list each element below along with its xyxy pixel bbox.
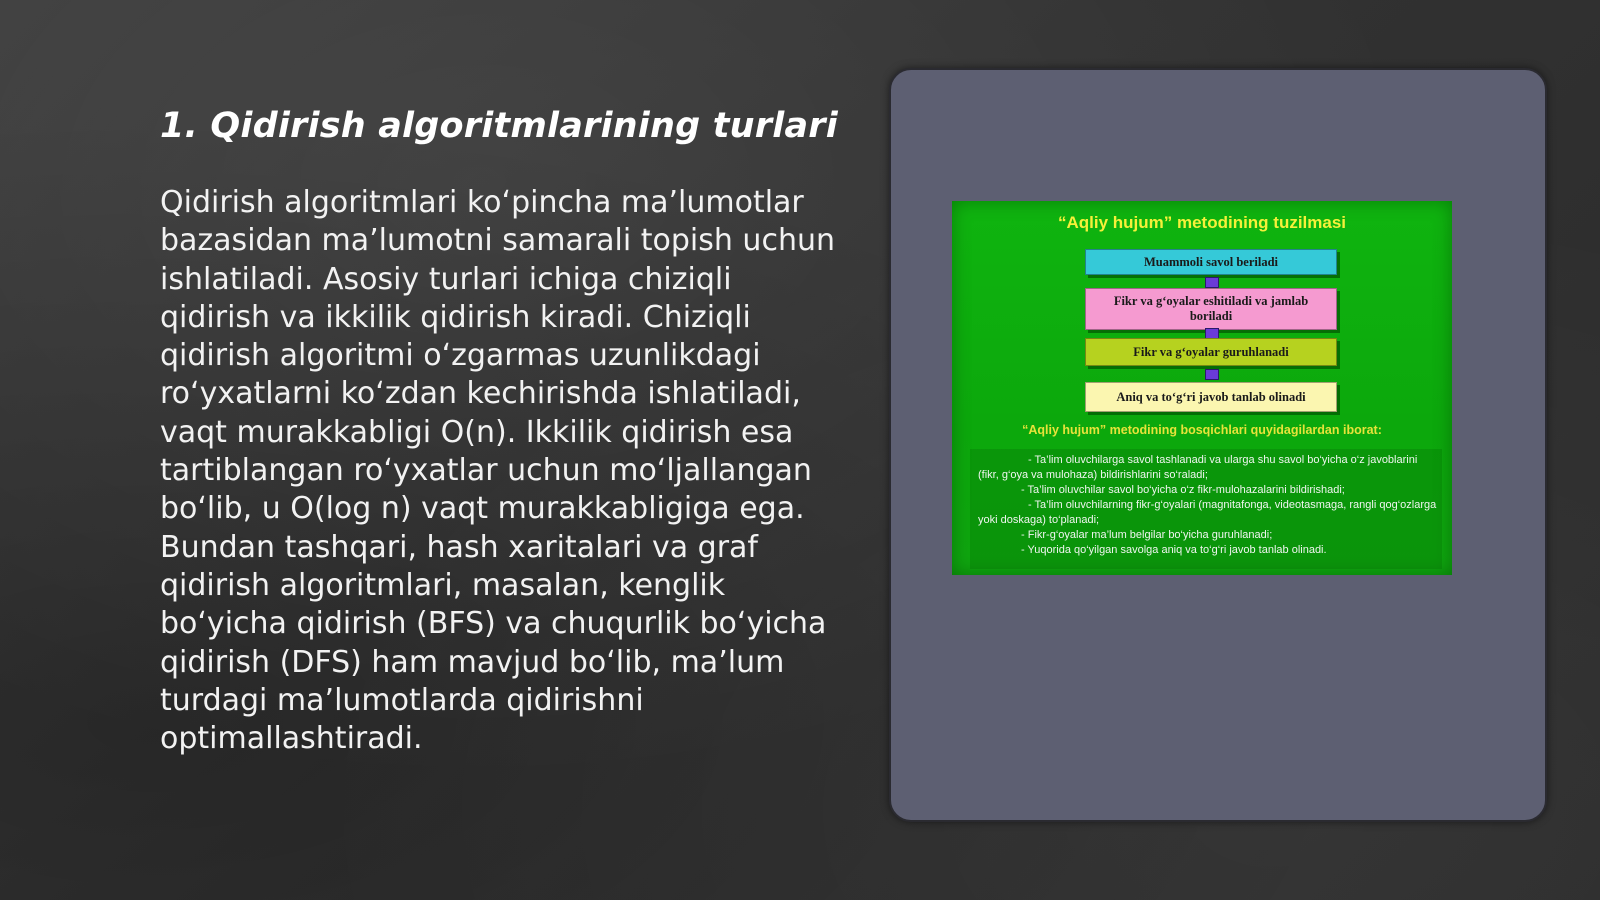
brainstorm-diagram-image (952, 201, 1452, 575)
arrow-down-icon (1205, 369, 1219, 380)
slide-body-text: Qidirish algoritmlari ko‘pincha ma’lumotlar bazasidan ma’lumotni samarali topish uchun ishlatiladi. Asosiy turlari ichiga chiziqli qidirish va ikkilik qidirish kiradi. Chiziqli qidirish algoritmi o‘zgarmas uzunlikdagi ro‘yxatlarni ko‘zdan kechirishda ishlatiladi, vaqt murakkabligi O(n). Ikkilik qidirish esa tartiblangan ro‘yxatlar uchun mo‘ljallangan bo‘lib, u O(log n) vaqt murakkabligiga ega. Bundan tashqari, hash xaritalari va graf qidirish algoritmlari, masalan, kenglik bo‘yicha qidirish (BFS) va chuqurlik bo‘yicha qidirish (DFS) ham mavjud bo‘lib, ma’lum turdagi ma’lumotlarda qidirishni optimallashtiradi. (160, 185, 835, 757)
slide-title: 1. Qidirish algoritmlarining turlari (160, 106, 838, 146)
diagram-title: “Aqliy hujum” metodining tuzilmasi (1057, 213, 1347, 232)
diagram-step-1: Muammoli savol beriladi (1085, 249, 1337, 275)
diagram-note: - Ta’lim oluvchilar savol bo‘yicha o‘z fikr-mulohazalarini bildirishadi; (1021, 484, 1345, 496)
arrow-down-icon (1205, 277, 1219, 288)
diagram-step-4: Aniq va to‘g‘ri javob tanlab olinadi (1085, 382, 1337, 412)
diagram-step-2: Fikr va g‘oyalar eshitiladi va jamlab boriladi (1085, 288, 1337, 330)
image-frame (889, 68, 1547, 822)
diagram-subtitle: “Aqliy hujum” metodining bosqichlari quyidagilardan iborat: (1022, 423, 1382, 437)
diagram-note: - Fikr-g‘oyalar ma’lum belgilar bo‘yicha guruhlanadi; (1021, 529, 1273, 541)
diagram-step-3: Fikr va g‘oyalar guruhlanadi (1085, 338, 1337, 366)
diagram-notes-list (978, 453, 1440, 558)
diagram-note: - Ta’lim oluvchilarning fikr-g‘oyalari (magnitafonga, videotasmaga, rangli qog‘ozlarga yoki doskaga) to‘planadi; (978, 499, 1437, 526)
diagram-note: - Ta’lim oluvchilarga savol tashlanadi va ularga shu savol bo‘yicha o‘z javoblarini (fikr, g‘oya va mulohaza) bildirishlarini so‘raladi; (978, 454, 1418, 481)
diagram-note: - Yuqorida qo‘yilgan savolga aniq va to‘g‘ri javob tanlab olinadi. (1021, 544, 1327, 556)
